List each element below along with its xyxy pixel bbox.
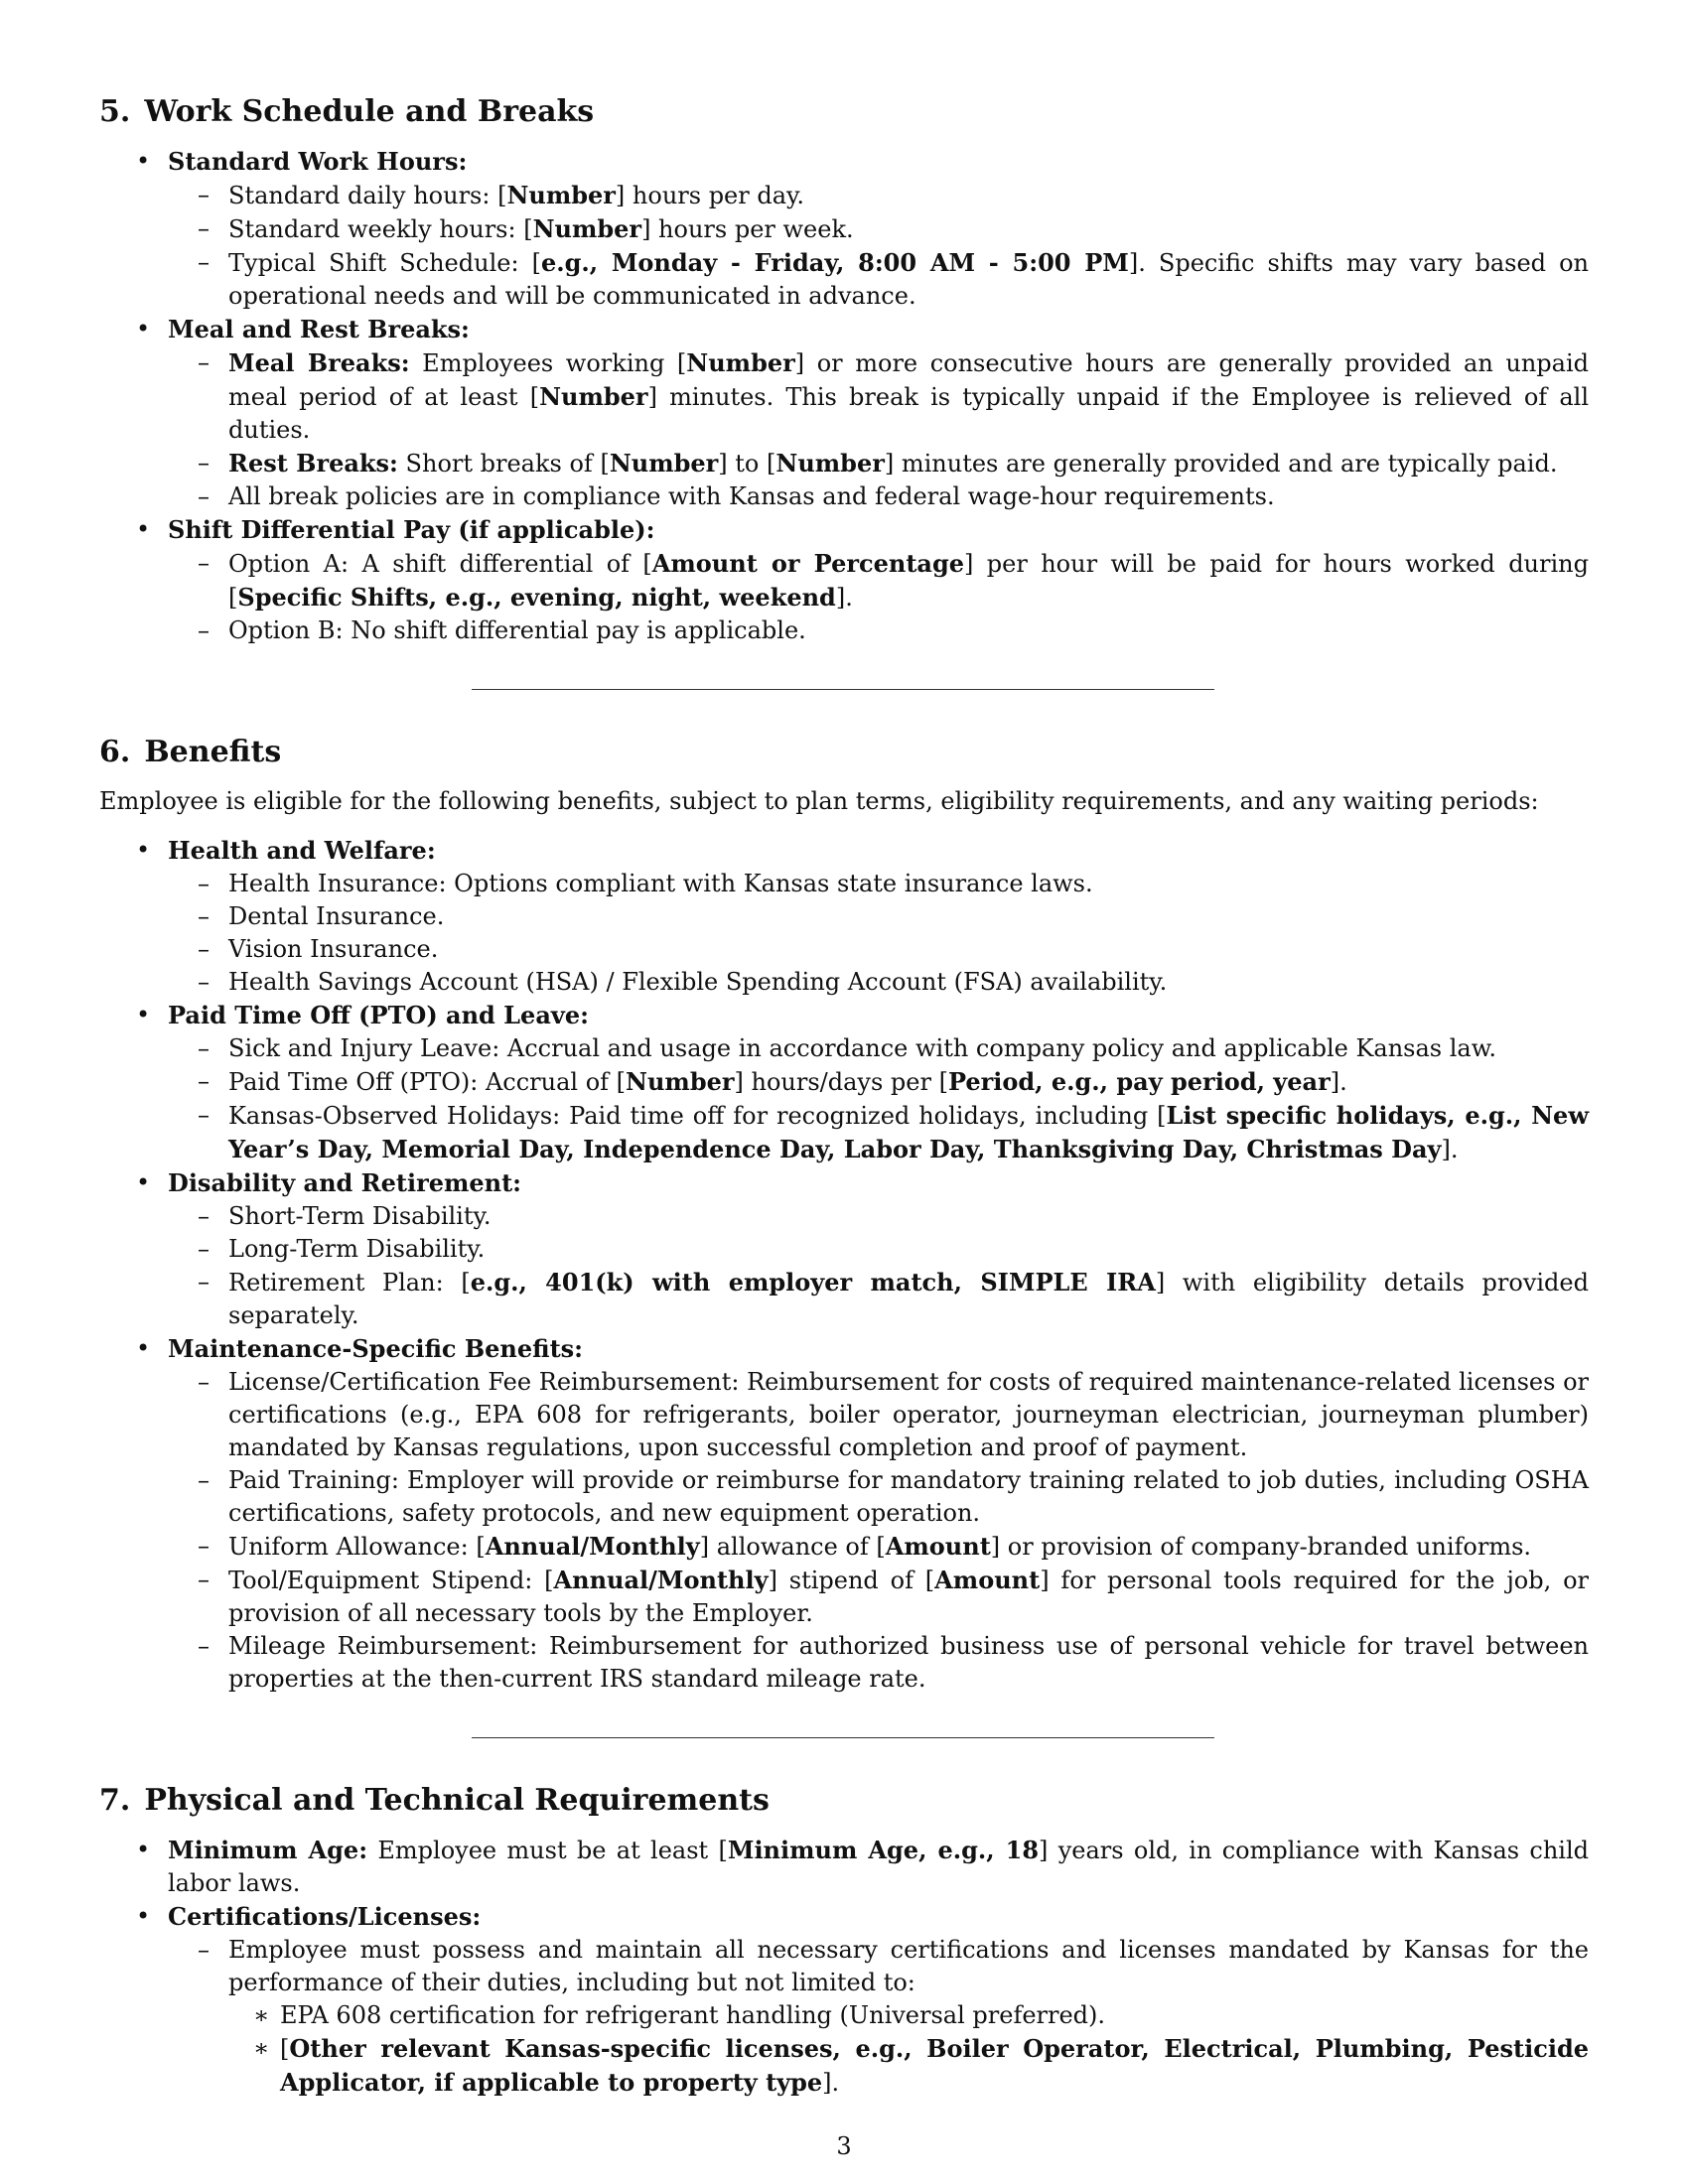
item-text: Option A: A shift differential of [ [228, 550, 652, 578]
item-text: EPA 608 certification for refrigerant handling (Universal preferred). [280, 2001, 1106, 2029]
sub-sub-list [228, 1999, 1589, 2100]
sub-list-item [168, 1366, 1589, 1464]
item-text: Long-Term Disability. [228, 1235, 486, 1263]
item-text: Tool/Equipment Stipend: [ [228, 1567, 554, 1594]
item-text: ] with eligibility details provided separately. [228, 1269, 1589, 1329]
sub-list [168, 547, 1589, 647]
horizontal-rule [472, 689, 1214, 690]
list-item [99, 513, 1589, 647]
sub-sub-list-item [228, 2032, 1589, 2100]
sub-list [168, 179, 1589, 313]
item-text: ] hours per day. [615, 182, 805, 209]
sub-list-item [168, 900, 1589, 933]
sub-list-item [168, 868, 1589, 900]
placeholder-field: Number [626, 1067, 735, 1096]
sub-list-item [168, 447, 1589, 480]
item-text: Short-Term Disability. [228, 1202, 492, 1230]
item-text: ] stipend of [ [768, 1567, 935, 1594]
list-item [99, 1332, 1589, 1696]
placeholder-field: Specific Shifts, e.g., evening, night, weekend [237, 583, 836, 612]
item-text: ]. [1330, 1068, 1347, 1096]
item-text: Sick and Injury Leave: Accrual and usage in accordance with company policy and applicable Kansas law. [228, 1034, 1497, 1062]
placeholder-field: Period, e.g., pay period, year [947, 1067, 1331, 1096]
section-heading [99, 93, 1589, 131]
list-item-certifications [99, 1900, 1589, 2100]
list-item [99, 313, 1589, 513]
placeholder-field: e.g., Monday - Friday, 8:00 AM - 5:00 PM [540, 248, 1129, 277]
sub-list-item [168, 614, 1589, 647]
section-benefits [99, 734, 1589, 1696]
item-text: ] hours/days per [ [734, 1068, 948, 1096]
item-text: ]. Specific shifts may vary based on operational needs and will be communicated in advance. [228, 249, 1589, 310]
item-label: Standard Work Hours: [168, 147, 468, 176]
item-label: Health and Welfare: [168, 836, 436, 865]
item-text: ] hours per week. [641, 215, 854, 243]
placeholder-field: Amount or Percentage [651, 549, 965, 578]
placeholder-field: Amount [885, 1532, 991, 1561]
sub-list-item [168, 966, 1589, 999]
placeholder-field: e.g., 401(k) with employer match, SIMPLE IRA [470, 1268, 1156, 1297]
sub-list-item [168, 547, 1589, 614]
sub-list-item [168, 933, 1589, 966]
list-item [99, 834, 1589, 999]
list-item-minimum-age [99, 1834, 1589, 1900]
item-text: ] for personal tools required for the job, or provision of all necessary tools by the Employer. [228, 1567, 1589, 1627]
placeholder-field: Amount [934, 1566, 1041, 1594]
placeholder-field: Number [609, 449, 719, 478]
horizontal-rule [472, 1737, 1214, 1738]
item-label: Shift Differential Pay (if applicable): [168, 515, 655, 544]
item-text: License/Certification Fee Reimbursement: Reimbursement for costs of required maintenance-related licenses or certifications (e.g., EPA 608 for refrigerants, boiler operator, journeyman electrician, journeyman plumber) mandated by Kansas regulations, upon successful completion and proof of payment. [228, 1368, 1589, 1461]
placeholder-field: Number [532, 214, 642, 243]
placeholder-field: Annual/Monthly [553, 1566, 769, 1594]
item-text: Uniform Allowance: [ [228, 1533, 486, 1561]
sub-list-item [168, 480, 1589, 513]
sub-list-item [168, 1200, 1589, 1233]
sub-list-item [168, 1266, 1589, 1332]
item-text: ]. [822, 2069, 840, 2097]
item-text: Mileage Reimbursement: Reimbursement for authorized business use of personal vehicle for travel between properties at the then-current IRS standard mileage rate. [228, 1632, 1589, 1693]
item-text: Standard daily hours: [ [228, 182, 507, 209]
sub-list-item [168, 1564, 1589, 1630]
section-heading [99, 734, 1589, 771]
item-text: All break policies are in compliance with Kansas and federal wage-hour requirements. [228, 482, 1275, 510]
sub-list-item [168, 1464, 1589, 1530]
placeholder-field: Meal Breaks: [228, 348, 410, 377]
sub-list-item [168, 1099, 1589, 1166]
sub-list-item [168, 1233, 1589, 1266]
item-text: ] per hour will be paid for hours worked during [ [228, 550, 1589, 612]
placeholder-field: Number [506, 181, 616, 209]
item-text: Paid Time Off (PTO): Accrual of [ [228, 1068, 627, 1096]
sub-list-item [168, 246, 1589, 313]
section-title: Physical and Technical Requirements [144, 1783, 770, 1818]
list-item [99, 145, 1589, 313]
section-number: 5. [99, 94, 131, 129]
item-text: Typical Shift Schedule: [ [228, 249, 541, 277]
item-text: Health Savings Account (HSA) / Flexible Spending Account (FSA) availability. [228, 968, 1168, 996]
placeholder-field: Number [775, 449, 885, 478]
item-text: Retirement Plan: [ [228, 1269, 471, 1297]
item-text: Kansas-Observed Holidays: Paid time off for recognized holidays, including [ [228, 1102, 1167, 1130]
sub-list-item [168, 1530, 1589, 1564]
section-intro: Employee is eligible for the following benefits, subject to plan terms, eligibility requirements, and any waiting periods: [99, 787, 1539, 815]
placeholder-field: Number [539, 382, 648, 411]
section-number: 6. [99, 735, 131, 769]
item-text: Vision Insurance. [228, 935, 439, 963]
sub-list-item [168, 346, 1589, 447]
list-item [99, 1166, 1589, 1332]
section-title: Benefits [144, 735, 282, 769]
item-text: ] or provision of company-branded uniforms. [990, 1533, 1532, 1561]
placeholder-field: List specific holidays, e.g., New Year’s Day, Memorial Day, Independence Day, Labor Day, Thanksgiving Day, Christmas Day [228, 1101, 1589, 1163]
section-number: 7. [99, 1783, 131, 1818]
item-text: ]. [1441, 1136, 1459, 1163]
sub-list-item [168, 1032, 1589, 1065]
item-text: ]. [835, 584, 853, 612]
placeholder-field: Number [686, 348, 795, 377]
item-label: Certifications/Licenses: [168, 1902, 482, 1931]
section-title: Work Schedule and Breaks [144, 94, 595, 129]
document-page [99, 93, 1589, 2100]
bullet-list [99, 145, 1589, 647]
list-item [99, 999, 1589, 1166]
item-text: Option B: No shift differential pay is applicable. [228, 616, 806, 644]
item-text: ] or more consecutive hours are generally provided an unpaid meal period of at least [ [228, 349, 1590, 411]
sub-list-item [168, 1934, 1589, 2100]
item-text: [ [280, 2035, 290, 2063]
section-work-schedule [99, 93, 1589, 647]
bullet-list [99, 834, 1589, 1696]
section-requirements [99, 1782, 1589, 2100]
placeholder-field: Minimum Age, e.g., 18 [727, 1836, 1040, 1864]
item-label: Meal and Rest Breaks: [168, 315, 470, 343]
item-label: Minimum Age: [168, 1836, 368, 1864]
item-text: Employee must be at least [ [367, 1837, 728, 1864]
placeholder-field: Other relevant Kansas-specific licenses, e.g., Boiler Operator, Electrical, Plumbing, Pesticide Applicator, if applicable to property type [280, 2034, 1589, 2097]
sub-sub-list-item [228, 1999, 1589, 2032]
item-text: Paid Training: Employer will provide or reimburse for mandatory training related to job duties, including OSHA certifications, safety protocols, and new equipment operation. [228, 1466, 1589, 1527]
item-label: Maintenance-Specific Benefits: [168, 1334, 584, 1363]
sub-list [168, 1366, 1589, 1696]
section-heading [99, 1782, 1589, 1820]
item-label: Paid Time Off (PTO) and Leave: [168, 1001, 589, 1029]
sub-list [168, 346, 1589, 513]
sub-list-item [168, 1630, 1589, 1696]
item-text: Standard weekly hours: [ [228, 215, 533, 243]
placeholder-field: Rest Breaks: [228, 449, 398, 478]
item-label: Disability and Retirement: [168, 1168, 522, 1197]
item-text: Employees working [ [409, 349, 687, 377]
sub-list-item [168, 212, 1589, 246]
sub-list [168, 1200, 1589, 1332]
item-text: ] to [ [718, 450, 776, 478]
sub-list [168, 1934, 1589, 2100]
item-text: ] minutes. This break is typically unpaid if the Employee is relieved of all duties. [228, 383, 1589, 444]
page-number: 3 [836, 2132, 852, 2160]
placeholder-field: Annual/Monthly [485, 1532, 700, 1561]
item-text: ] allowance of [ [699, 1533, 886, 1561]
sub-list-item [168, 179, 1589, 212]
sub-list [168, 868, 1589, 999]
bullet-list [99, 1834, 1589, 2100]
item-text: Short breaks of [ [397, 450, 610, 478]
sub-list [168, 1032, 1589, 1166]
item-text: ] years old, in compliance with Kansas child labor laws. [168, 1837, 1590, 1897]
item-text: ] minutes are generally provided and are typically paid. [884, 450, 1558, 478]
sub-list-item [168, 1065, 1589, 1099]
item-text: Health Insurance: Options compliant with Kansas state insurance laws. [228, 870, 1093, 897]
item-text: Dental Insurance. [228, 902, 445, 930]
item-text: Employee must possess and maintain all necessary certifications and licenses mandated by Kansas for the performance of their duties, including but not limited to: [228, 1936, 1589, 1996]
